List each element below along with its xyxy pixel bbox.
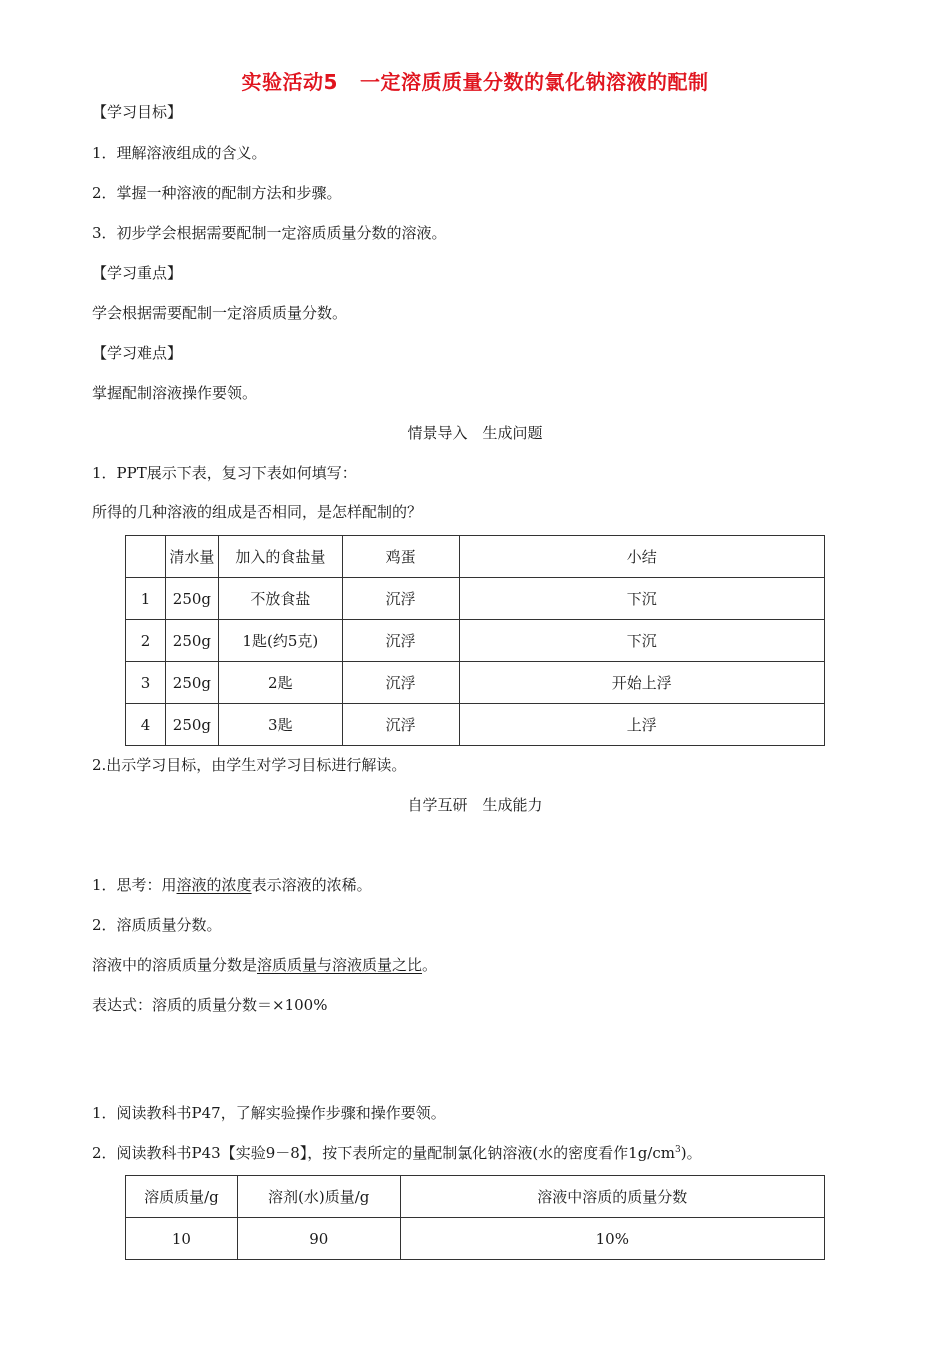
solution-preparation-table (125, 1175, 825, 1260)
definition-line (92, 954, 437, 975)
table-cell: 3匙 (218, 704, 342, 746)
definition-answer: 溶质质量与溶液质量之比 (257, 956, 423, 974)
table-row (126, 662, 825, 704)
table-cell: 下沉 (459, 578, 824, 620)
table-header-cell: 溶剂(水)质量/g (237, 1176, 400, 1218)
objective-item: 1．理解溶液组成的含义。 (92, 144, 267, 162)
table-cell: 250g (165, 662, 218, 704)
table-cell: 250g (165, 578, 218, 620)
table-header-cell: 清水量 (165, 536, 218, 578)
table-cell: 3 (126, 662, 166, 704)
table-cell: 10% (400, 1218, 824, 1260)
table-header-row (126, 1176, 825, 1218)
page-title (0, 66, 950, 95)
table-cell: 4 (126, 704, 166, 746)
formula-line: 表达式：溶质的质量分数＝×100% (92, 996, 328, 1014)
title-activity-number: 实验活动5 (241, 70, 338, 94)
reading-item-text: 2．阅读教科书P43【实验9－8】，按下表所定的量配制氯化钠溶液(水的密度看作1g/cm (92, 1144, 675, 1162)
table-cell: 沉浮 (342, 662, 459, 704)
difficulty-text: 掌握配制溶液操作要领。 (92, 384, 258, 402)
table-row (126, 578, 825, 620)
mass-fraction-item: 2．溶质质量分数。 (92, 916, 222, 934)
table-cell: 2匙 (218, 662, 342, 704)
table-cell: 不放食盐 (218, 578, 342, 620)
intro-item: 1．PPT展示下表，复习下表如何填写： (92, 464, 357, 482)
definition-prefix: 溶液中的溶质质量分数是 (92, 956, 258, 974)
reading-item-end: )。 (680, 1144, 702, 1162)
think-prefix: 1．思考：用 (92, 876, 177, 894)
reading-item: 1．阅读教科书P47，了解实验操作步骤和操作要领。 (92, 1104, 446, 1122)
difficulty-heading: 【学习难点】 (92, 344, 183, 362)
table-cell: 下沉 (459, 620, 824, 662)
salt-egg-table (125, 535, 825, 746)
table-cell: 沉浮 (342, 578, 459, 620)
table-cell: 沉浮 (342, 620, 459, 662)
table-cell: 1 (126, 578, 166, 620)
objective-item: 2．掌握一种溶液的配制方法和步骤。 (92, 184, 342, 202)
table-cell: 上浮 (459, 704, 824, 746)
focus-text: 学会根据需要配制一定溶质质量分数。 (92, 304, 348, 322)
table-cell: 沉浮 (342, 704, 459, 746)
think-item (92, 874, 372, 895)
table-header-cell: 加入的食盐量 (218, 536, 342, 578)
objective-item: 3．初步学会根据需要配制一定溶质质量分数的溶液。 (92, 224, 447, 242)
self-study-heading: 自学互研 生成能力 (407, 796, 543, 814)
table-header-cell (126, 536, 166, 578)
table-cell: 1匙(约5克) (218, 620, 342, 662)
think-suffix: 表示溶液的浓稀。 (251, 876, 372, 894)
table-row (126, 704, 825, 746)
table-cell: 开始上浮 (459, 662, 824, 704)
definition-suffix: 。 (422, 956, 438, 974)
table-header-row (126, 536, 825, 578)
table-header-cell: 鸡蛋 (342, 536, 459, 578)
table-cell: 10 (126, 1218, 238, 1260)
superscript: 3 (675, 1145, 681, 1155)
think-answer: 溶液的浓度 (176, 876, 252, 894)
title-topic: 一定溶质质量分数的氯化钠溶液的配制 (359, 70, 709, 94)
objectives-heading: 【学习目标】 (92, 103, 183, 121)
intro-question: 所得的几种溶液的组成是否相同，是怎样配制的？ (92, 503, 423, 521)
reading-item (92, 1142, 702, 1163)
focus-heading: 【学习重点】 (92, 264, 183, 282)
intro-heading: 情景导入 生成问题 (407, 424, 543, 442)
objective-reading-note: 2.出示学习目标，由学生对学习目标进行解读。 (92, 756, 407, 774)
table-cell: 250g (165, 704, 218, 746)
table-cell: 90 (237, 1218, 400, 1260)
table-cell: 250g (165, 620, 218, 662)
table-cell: 2 (126, 620, 166, 662)
table-header-cell: 溶液中溶质的质量分数 (400, 1176, 824, 1218)
table-header-cell: 溶质质量/g (126, 1176, 238, 1218)
table-row (126, 1218, 825, 1260)
table-header-cell: 小结 (459, 536, 824, 578)
table-row (126, 620, 825, 662)
